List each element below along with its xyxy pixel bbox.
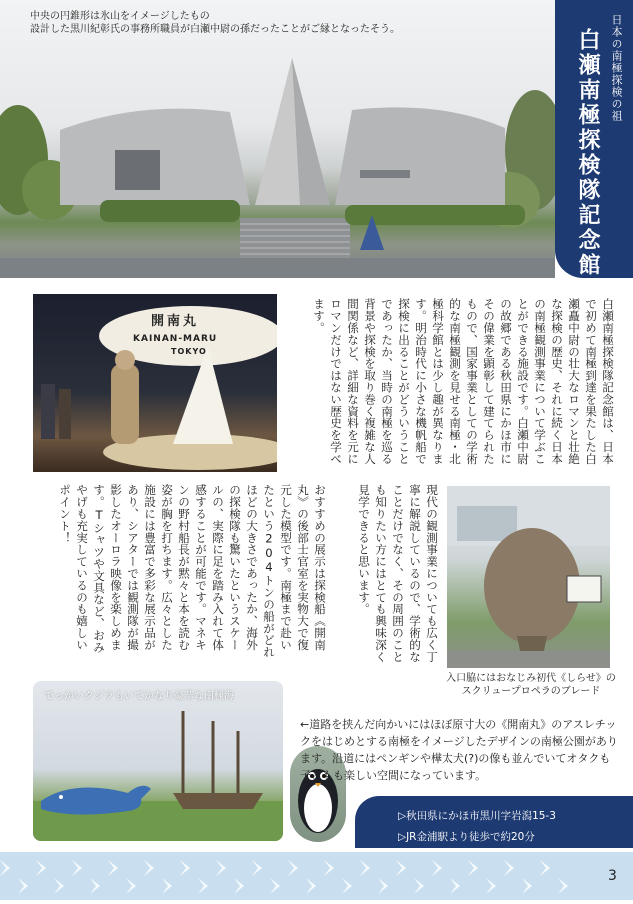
ship-sign-english: KAINAN-MARU bbox=[133, 334, 218, 344]
propeller-caption-line1: 入口脇にはおなじみ初代《しらせ》の bbox=[446, 673, 616, 684]
subtitle: 日本の南極探検の祖 bbox=[610, 14, 623, 122]
hero-caption-line1: 中央の円錐形は氷山をイメージしたもの bbox=[30, 11, 210, 22]
propeller-caption-line2: スクリュープロペラのブレード bbox=[461, 686, 601, 697]
footer-chevron-pattern bbox=[0, 852, 633, 900]
exhibit-photo bbox=[33, 294, 277, 472]
park-description: ←道路を挟んだ向かいにはほぼ原寸大の《開南丸》のアスレチックをはじめとする南極をイメージしたデザインの南極公園があります。沿道にはペンギンや樺太犬(?)の像も並んでいてオタクも子どもも楽しい空間になっています。 bbox=[300, 718, 618, 782]
propeller-blade-illustration bbox=[447, 486, 610, 668]
access-line: ▷JR金浦駅より徒歩で約20分 bbox=[398, 831, 535, 843]
body-column-b: 現代の観測事業についても広く丁寧に解説しているので、学術的なことだけでなく、その周囲のことも知りたい方にはとても興味深く見学できると思います。 bbox=[357, 484, 439, 663]
museum-building-illustration bbox=[0, 0, 555, 278]
body-column-a: 白瀬南極探検隊記念館は、日本で初めて南極到達を果たした白瀬矗中尉の壮大なロマンと壮絶な探検の歴史、それに続く日本の南極観測事業について学ぶことができる施設です。白瀬中尉の故郷である秋田県にかほ市にその偉業を顕彰して建てられたもので、国家事業としての学術的な南極観測を見せる南極・北極科学館とは少し趣が異なります。明治時代に小さな機帆船で探検に出ることがどういうことであったか、当時の南極を巡る背景や探検を取り巻く複雑な人間関係など、詳細な資料を元にロマンだけではない歴史を学べます。 bbox=[312, 298, 615, 465]
page-title: 白瀬南極探検隊記念館 bbox=[575, 28, 600, 278]
ship-sign-port: TOKYO bbox=[171, 347, 207, 356]
propeller-photo bbox=[447, 486, 610, 668]
park-caption: でっかいクジラもいてかなり豪華な南極海 bbox=[44, 691, 234, 702]
park-photo bbox=[33, 681, 283, 841]
address-line: ▷秋田県にかほ市黒川字岩潟15-3 bbox=[398, 810, 556, 822]
park-whale-ship-illustration bbox=[33, 681, 283, 841]
hero-caption-line2: 設計した黒川紀彰氏の事務所職員が白瀬中尉の孫だったことがご縁となったそう。 bbox=[30, 24, 400, 35]
hero-caption bbox=[30, 10, 410, 36]
body-column-c: おすすめの展示は探検船《開南丸》の後部士官室を実物大で復元した模型です。南極まで赴いたという204トンの船がどれほどの大きさであったか、海外の探検隊も驚いたというスケールの、実際に足を踏み入れて体感することが可能です。マネキンの野村船長が黙々と本を読む姿が胸を打ちます。広々とした施設には豊富で多彩な展示品があり、シアターでは観測隊が撮影したオーロラ映像を楽しめます。Tシャツや文具など、おみやげも充実しているのも嬉しいポイント！ bbox=[58, 484, 327, 658]
propeller-caption bbox=[446, 672, 616, 698]
page-number: 3 bbox=[608, 868, 617, 884]
footer-decoration bbox=[0, 852, 633, 900]
hero-photo bbox=[0, 0, 555, 278]
ship-sign-name: 開南丸 bbox=[151, 314, 200, 329]
